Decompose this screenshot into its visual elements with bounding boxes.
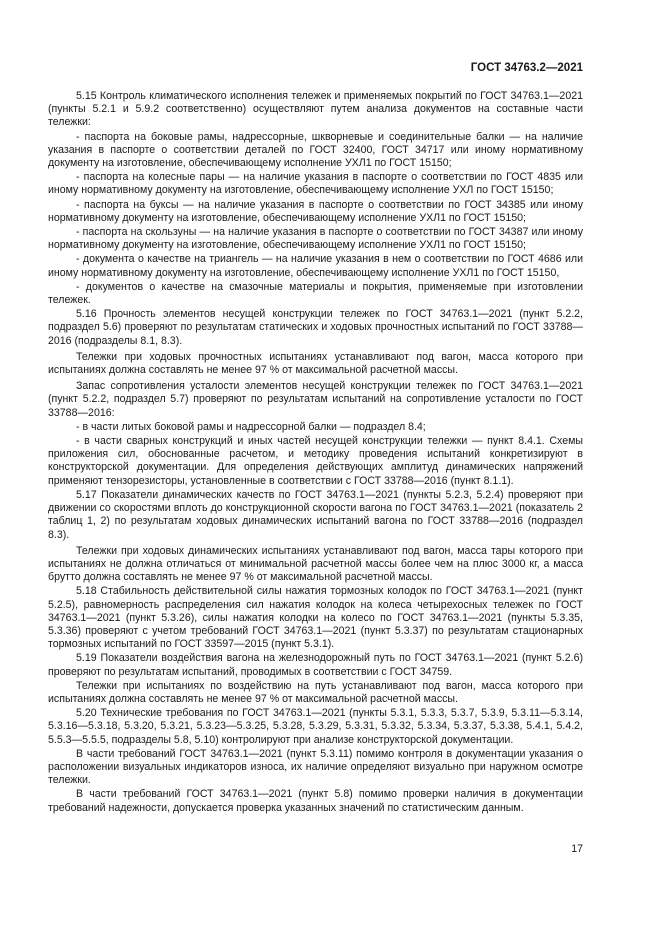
paragraph-5-15: 5.15 Контроль климатического исполнения тележек и применяемых покрытий по ГОСТ 34763.1—2021 (пункты 5.2.1 и 5.9.2 соответственно) осуществляют путем анализа документов на составные части тележки: bbox=[48, 90, 583, 129]
document-body bbox=[48, 90, 583, 816]
paragraph-5-19: 5.19 Показатели воздействия вагона на железнодорожный путь по ГОСТ 34763.1—2021 (пункт 5.2.6) проверяют по результатам испытаний, проводимых в соответствии с ГОСТ 34759. bbox=[48, 652, 583, 678]
list-item: - в части сварных конструкций и иных частей несущей конструкции тележки — пункт 8.4.1. Схемы приложения сил, обоснованные расчетом, и методику проведения испытаний конкретизируют в конструкторской документации. Для определения действующих амплитуд динамических напряжений применяют тензорезисторы, установленные в соответствии с ГОСТ 33788—2016 (пункт 8.1.1). bbox=[48, 435, 583, 487]
paragraph: Запас сопротивления усталости элементов несущей конструкции тележек по ГОСТ 34763.1—2021 (пункт 5.2.2, подраздел 5.7) проверяют по результатам испытаний на сопротивление усталости по ГОСТ 33788—2016: bbox=[48, 380, 583, 419]
paragraph: Тележки при испытаниях по воздействию на путь устанавливают под вагон, масса которого при испытаниях должна составлять не менее 97 % от максимальной расчетной массы. bbox=[48, 679, 583, 705]
paragraph-5-16: 5.16 Прочность элементов несущей конструкции тележек по ГОСТ 34763.1—2021 (пункт 5.2.2, подраздел 5.6) проверяют по результатам статических и ходовых прочностных испытаний по ГОСТ 33788—2016 (подразделы 8.1, 8.3). bbox=[48, 308, 583, 347]
list-item: - паспорта на колесные пары — на наличие указания в паспорте о соответствии по ГОСТ 4835 или иному нормативному документу на изготовление, обеспечивающему исполнение УХЛ по ГОСТ 15150; bbox=[48, 171, 583, 197]
paragraph-5-18: 5.18 Стабильность действительной силы нажатия тормозных колодок по ГОСТ 34763.1—2021 (пункт 5.2.5), равномерность распределения сил нажатия колодок на колеса четырехосных тележек по ГОСТ 34763.1—2021 (пункт 5.3.26), силы нажатия колодки на колесо по ГОСТ 34763.1—2021 (пункты 5.3.35, 5.3.36) проверяют с учетом требований ГОСТ 34763.1—2021 (пункт 5.3.37) по результатам стационарных тормозных испытаний по ГОСТ 33597—2015 (пункт 5.3.1). bbox=[48, 585, 583, 651]
paragraph: Тележки при ходовых динамических испытаниях устанавливают под вагон, масса тары которого при испытаниях не должна отличаться от минимальной расчетной массы более чем на плюс 3000 кг, а масса брутто должна составлять не менее 97 % от максимальной расчетной массы. bbox=[48, 544, 583, 584]
list-item: - паспорта на боковые рамы, надрессорные, шкворневые и соединительные балки — на наличие указания в паспорте о соответствии деталей по ГОСТ 32400, ГОСТ 34717 или иному нормативному документу на изготовление, обеспечивающему исполнение УХЛ1 по ГОСТ 15150; bbox=[48, 130, 583, 170]
paragraph-5-20: 5.20 Технические требования по ГОСТ 34763.1—2021 (пункты 5.3.1, 5.3.3, 5.3.7, 5.3.9, 5.3.11—5.3.14, 5.3.16—5.3.18, 5.3.20, 5.3.21, 5.3.23—5.3.25, 5.3.28, 5.3.29, 5.3.31, 5.3.32, 5.3.34, 5.3.37, 5.3.38, 5.4.1, 5.4.2, 5.5.3—5.5.5, подразделы 5.8, 5.10) контролируют при анализе конструкторской документации. bbox=[48, 707, 583, 746]
paragraph: Тележки при ходовых прочностных испытаниях устанавливают под вагон, масса которого при испытаниях должна составлять не менее 97 % от максимальной расчетной массы. bbox=[48, 350, 583, 377]
list-item: - паспорта на скользуны — на наличие указания в паспорте о соответствии по ГОСТ 34387 или иному нормативному документу на изготовление, обеспечивающему исполнение УХЛ1 по ГОСТ 15150; bbox=[48, 226, 583, 252]
list-item: - документа о качестве на триангель — на наличие указания в нем о соответствии по ГОСТ 4686 или иному нормативному документу на изготовление, обеспечивающему исполнение УХЛ1 по ГОСТ 15150, bbox=[48, 253, 583, 279]
list-item: - в части литых боковой рамы и надрессорной балки — подраздел 8.4; bbox=[76, 420, 426, 433]
page-number: 17 bbox=[571, 843, 583, 855]
paragraph: В части требований ГОСТ 34763.1—2021 (пункт 5.8) помимо проверки наличия в документации требований надежности, допускается проверка указанных значений по статистическим данным. bbox=[48, 788, 583, 814]
paragraph-5-17: 5.17 Показатели динамических качеств по ГОСТ 34763.1—2021 (пункты 5.2.3, 5.2.4) проверяют при движении со скоростями вплоть до конструкционной скорости вагона по ГОСТ 34763.1—2021 (показатель 2 таблиц 1, 2) по результатам ходовых динамических испытаний вагона по ГОСТ 33788—2016 (подраздел 8.3). bbox=[48, 488, 583, 541]
list-item: - паспорта на буксы — на наличие указания в паспорте о соответствии по ГОСТ 34385 или иному нормативному документу на изготовление, обеспечивающему исполнение УХЛ1 по ГОСТ 15150; bbox=[48, 198, 583, 224]
document-header: ГОСТ 34763.2—2021 bbox=[470, 62, 583, 74]
paragraph: В части требований ГОСТ 34763.1—2021 (пункт 5.3.11) помимо контроля в документации указания о расположении визуальных индикаторов износа, их наличие определяют визуально при наружном осмотре тележки. bbox=[48, 747, 583, 787]
list-item: - документов о качестве на смазочные материалы и покрытия, применяемые при изготовлении тележек. bbox=[48, 280, 583, 307]
